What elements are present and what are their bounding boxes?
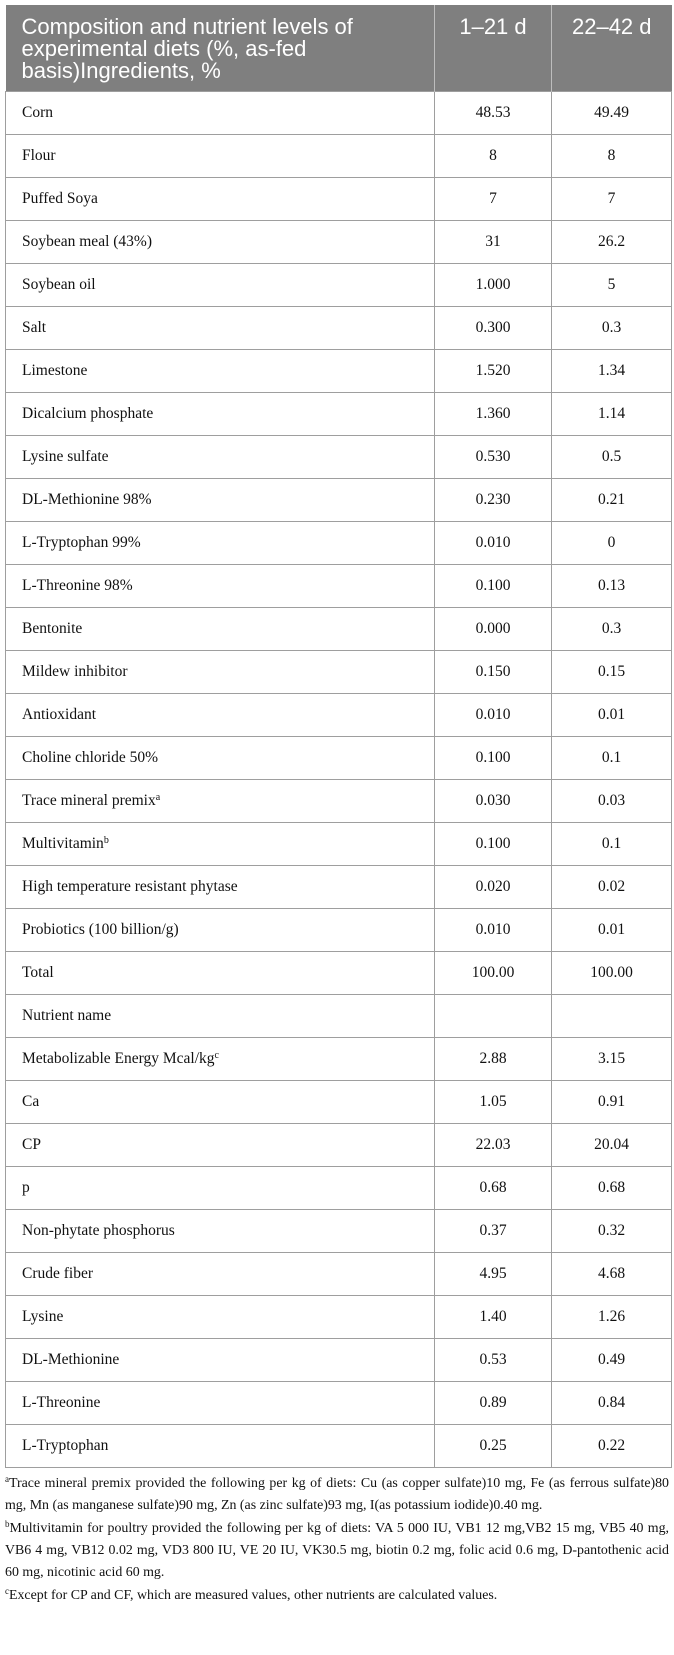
value-22-42d: 0.01 <box>552 693 672 736</box>
ingredient-name-cell <box>6 521 435 564</box>
footnote-text: Multivitamin for poultry provided the following per kg of diets: VA 5 000 IU, VB1 12 mg,VB2 15 mg, VB5 40 mg, VB6 4 mg, VB12 0.02 mg, VD3 800 IU, VE 20 IU, VK30.5 mg, biotin 0.2 mg, folic acid 0.6 mg, D-pantothenic acid 60 mg, nicotinic acid 60 mg. <box>5 1520 669 1580</box>
ingredient-name-cell <box>6 994 435 1037</box>
value-22-42d: 20.04 <box>552 1123 672 1166</box>
value-22-42d: 8 <box>552 134 672 177</box>
value-1-21d: 0.020 <box>435 865 552 908</box>
value-22-42d: 0.32 <box>552 1209 672 1252</box>
ingredient-name-cell <box>6 349 435 392</box>
value-22-42d: 100.00 <box>552 951 672 994</box>
table-row <box>6 306 672 349</box>
value-1-21d: 4.95 <box>435 1252 552 1295</box>
value-1-21d: 0.230 <box>435 478 552 521</box>
ingredient-name-cell <box>6 1338 435 1381</box>
value-22-42d: 0.01 <box>552 908 672 951</box>
footnote <box>5 1473 669 1517</box>
table-row <box>6 779 672 822</box>
value-22-42d: 0.21 <box>552 478 672 521</box>
value-1-21d: 0.000 <box>435 607 552 650</box>
ingredient-name: Puffed Soya <box>22 189 98 207</box>
ingredient-name-cell <box>6 435 435 478</box>
table-row <box>6 693 672 736</box>
ingredient-name: High temperature resistant phytase <box>22 877 238 895</box>
value-22-42d: 5 <box>552 263 672 306</box>
table-row <box>6 951 672 994</box>
ingredient-name: Lysine <box>22 1307 64 1325</box>
ingredient-name-cell <box>6 822 435 865</box>
table-row <box>6 1209 672 1252</box>
table-row <box>6 865 672 908</box>
value-1-21d: 0.030 <box>435 779 552 822</box>
ingredient-name: Soybean meal (43%) <box>22 232 152 250</box>
value-22-42d: 0.5 <box>552 435 672 478</box>
value-1-21d: 22.03 <box>435 1123 552 1166</box>
ingredient-name: Antioxidant <box>22 705 97 723</box>
value-22-42d: 0.02 <box>552 865 672 908</box>
ingredient-name: Ca <box>22 1092 40 1110</box>
ingredient-name-cell <box>6 1037 435 1080</box>
ingredient-name: Multivitamin <box>22 834 104 852</box>
footnote-marker: c <box>5 1585 9 1596</box>
ingredient-name: Corn <box>22 103 53 121</box>
value-22-42d: 0.1 <box>552 822 672 865</box>
value-1-21d: 0.010 <box>435 908 552 951</box>
ingredient-name: Probiotics (100 billion/g) <box>22 920 179 938</box>
table-row <box>6 650 672 693</box>
table-header <box>6 5 672 91</box>
value-22-42d: 1.34 <box>552 349 672 392</box>
ingredient-name: Lysine sulfate <box>22 447 109 465</box>
header-ingredients: Composition and nutrient levels of experimental diets (%, as-fed basis)Ingredients, % <box>6 5 435 91</box>
value-1-21d: 7 <box>435 177 552 220</box>
value-22-42d: 0.13 <box>552 564 672 607</box>
table-row <box>6 91 672 134</box>
ingredient-name: L-Tryptophan <box>22 1436 109 1454</box>
value-1-21d: 0.89 <box>435 1381 552 1424</box>
footnote-text: Except for CP and CF, which are measured values, other nutrients are calculated values. <box>9 1587 498 1603</box>
value-1-21d: 1.05 <box>435 1080 552 1123</box>
ingredient-name: Trace mineral premix <box>22 791 156 809</box>
table-row <box>6 908 672 951</box>
ingredient-name: Total <box>22 963 54 981</box>
footnote-marker: b <box>103 834 109 846</box>
ingredient-name: Choline chloride 50% <box>22 748 159 766</box>
value-1-21d: 0.53 <box>435 1338 552 1381</box>
ingredient-name-cell <box>6 220 435 263</box>
ingredient-name: Soybean oil <box>22 275 96 293</box>
table-row <box>6 435 672 478</box>
value-1-21d: 100.00 <box>435 951 552 994</box>
ingredient-name: L-Tryptophan 99% <box>22 533 141 551</box>
value-1-21d: 0.37 <box>435 1209 552 1252</box>
value-1-21d: 48.53 <box>435 91 552 134</box>
ingredient-name: Bentonite <box>22 619 83 637</box>
value-22-42d: 0.68 <box>552 1166 672 1209</box>
ingredient-name-cell <box>6 1123 435 1166</box>
table-row <box>6 1166 672 1209</box>
value-1-21d: 8 <box>435 134 552 177</box>
ingredient-name-cell <box>6 392 435 435</box>
table-row <box>6 177 672 220</box>
value-22-42d: 0.3 <box>552 607 672 650</box>
ingredient-name-cell <box>6 607 435 650</box>
table-row <box>6 220 672 263</box>
value-22-42d: 0.49 <box>552 1338 672 1381</box>
ingredient-name-cell <box>6 1295 435 1338</box>
value-22-42d: 0 <box>552 521 672 564</box>
value-1-21d: 0.100 <box>435 822 552 865</box>
ingredient-name-cell <box>6 1424 435 1467</box>
ingredient-name-cell <box>6 908 435 951</box>
table-row <box>6 1295 672 1338</box>
ingredient-name: Limestone <box>22 361 88 379</box>
ingredient-name-cell <box>6 650 435 693</box>
table-row <box>6 1080 672 1123</box>
table-row <box>6 478 672 521</box>
table-row <box>6 349 672 392</box>
ingredient-name: CP <box>22 1135 41 1153</box>
value-1-21d: 0.68 <box>435 1166 552 1209</box>
header-row <box>6 5 672 91</box>
table-footnotes <box>5 1473 669 1607</box>
ingredient-name-cell <box>6 306 435 349</box>
footnote <box>5 1518 669 1584</box>
ingredient-name: Non-phytate phosphorus <box>22 1221 175 1239</box>
value-22-42d: 1.14 <box>552 392 672 435</box>
value-1-21d: 2.88 <box>435 1037 552 1080</box>
ingredient-name-cell <box>6 1252 435 1295</box>
header-period-22-42d: 22–42 d <box>552 5 672 91</box>
value-1-21d: 0.530 <box>435 435 552 478</box>
value-22-42d: 4.68 <box>552 1252 672 1295</box>
value-22-42d: 0.1 <box>552 736 672 779</box>
table-row <box>6 1123 672 1166</box>
ingredient-name-cell <box>6 134 435 177</box>
ingredient-name-cell <box>6 177 435 220</box>
value-22-42d: 1.26 <box>552 1295 672 1338</box>
ingredient-name: Flour <box>22 146 56 164</box>
value-22-42d: 0.03 <box>552 779 672 822</box>
ingredient-name-cell <box>6 736 435 779</box>
value-1-21d: 0.300 <box>435 306 552 349</box>
ingredient-name: Dicalcium phosphate <box>22 404 154 422</box>
table-row <box>6 1381 672 1424</box>
ingredient-name: Crude fiber <box>22 1264 94 1282</box>
ingredient-name-cell <box>6 1209 435 1252</box>
header-period-1-21d: 1–21 d <box>435 5 552 91</box>
footnote <box>5 1585 669 1607</box>
value-1-21d: 0.010 <box>435 693 552 736</box>
table-row <box>6 392 672 435</box>
table-row <box>6 263 672 306</box>
footnote-marker: c <box>214 1049 219 1061</box>
ingredient-name-cell <box>6 478 435 521</box>
value-1-21d: 31 <box>435 220 552 263</box>
ingredient-name-cell <box>6 263 435 306</box>
value-1-21d <box>435 994 552 1037</box>
table-row <box>6 564 672 607</box>
value-22-42d: 7 <box>552 177 672 220</box>
ingredient-name-cell <box>6 564 435 607</box>
value-22-42d: 0.91 <box>552 1080 672 1123</box>
diet-composition-table <box>5 5 672 1468</box>
value-22-42d: 3.15 <box>552 1037 672 1080</box>
footnote-marker: a <box>5 1473 9 1484</box>
ingredient-name-cell <box>6 865 435 908</box>
ingredient-name: p <box>22 1178 30 1196</box>
table-row <box>6 134 672 177</box>
value-22-42d <box>552 994 672 1037</box>
value-22-42d: 0.22 <box>552 1424 672 1467</box>
footnote-marker: b <box>5 1518 10 1529</box>
ingredient-name: Nutrient name <box>22 1006 112 1024</box>
table-row <box>6 1037 672 1080</box>
ingredient-name: L-Threonine 98% <box>22 576 133 594</box>
table-row <box>6 1252 672 1295</box>
ingredient-name: DL-Methionine <box>22 1350 120 1368</box>
ingredient-name: Metabolizable Energy Mcal/kg <box>22 1049 215 1067</box>
value-1-21d: 0.100 <box>435 564 552 607</box>
value-1-21d: 0.25 <box>435 1424 552 1467</box>
value-22-42d: 0.84 <box>552 1381 672 1424</box>
table-row <box>6 1338 672 1381</box>
ingredient-name-cell <box>6 1381 435 1424</box>
footnote-marker: a <box>155 791 161 803</box>
ingredient-name-cell <box>6 91 435 134</box>
ingredient-name: Salt <box>22 318 47 336</box>
ingredient-name-cell <box>6 1080 435 1123</box>
ingredient-name-cell <box>6 1166 435 1209</box>
table-row <box>6 607 672 650</box>
value-1-21d: 0.150 <box>435 650 552 693</box>
table-row <box>6 736 672 779</box>
table-row <box>6 521 672 564</box>
value-1-21d: 1.000 <box>435 263 552 306</box>
ingredient-name-cell <box>6 951 435 994</box>
value-22-42d: 0.3 <box>552 306 672 349</box>
table-row <box>6 994 672 1037</box>
value-22-42d: 49.49 <box>552 91 672 134</box>
table-row <box>6 1424 672 1467</box>
footnote-text: Trace mineral premix provided the following per kg of diets: Cu (as copper sulfate)10 mg, Fe (as ferrous sulfate)80 mg, Mn (as manganese sulfate)90 mg, Zn (as zinc sulfate)93 mg, I(as potassium iodide)0.40 mg. <box>5 1475 669 1513</box>
ingredient-name-cell <box>6 779 435 822</box>
value-1-21d: 0.100 <box>435 736 552 779</box>
table-body <box>6 91 672 1467</box>
ingredient-name: Mildew inhibitor <box>22 662 128 680</box>
table-row <box>6 822 672 865</box>
value-1-21d: 0.010 <box>435 521 552 564</box>
value-22-42d: 0.15 <box>552 650 672 693</box>
ingredient-name: DL-Methionine 98% <box>22 490 152 508</box>
value-1-21d: 1.520 <box>435 349 552 392</box>
value-1-21d: 1.40 <box>435 1295 552 1338</box>
ingredient-name-cell <box>6 693 435 736</box>
value-1-21d: 1.360 <box>435 392 552 435</box>
value-22-42d: 26.2 <box>552 220 672 263</box>
ingredient-name: L-Threonine <box>22 1393 101 1411</box>
